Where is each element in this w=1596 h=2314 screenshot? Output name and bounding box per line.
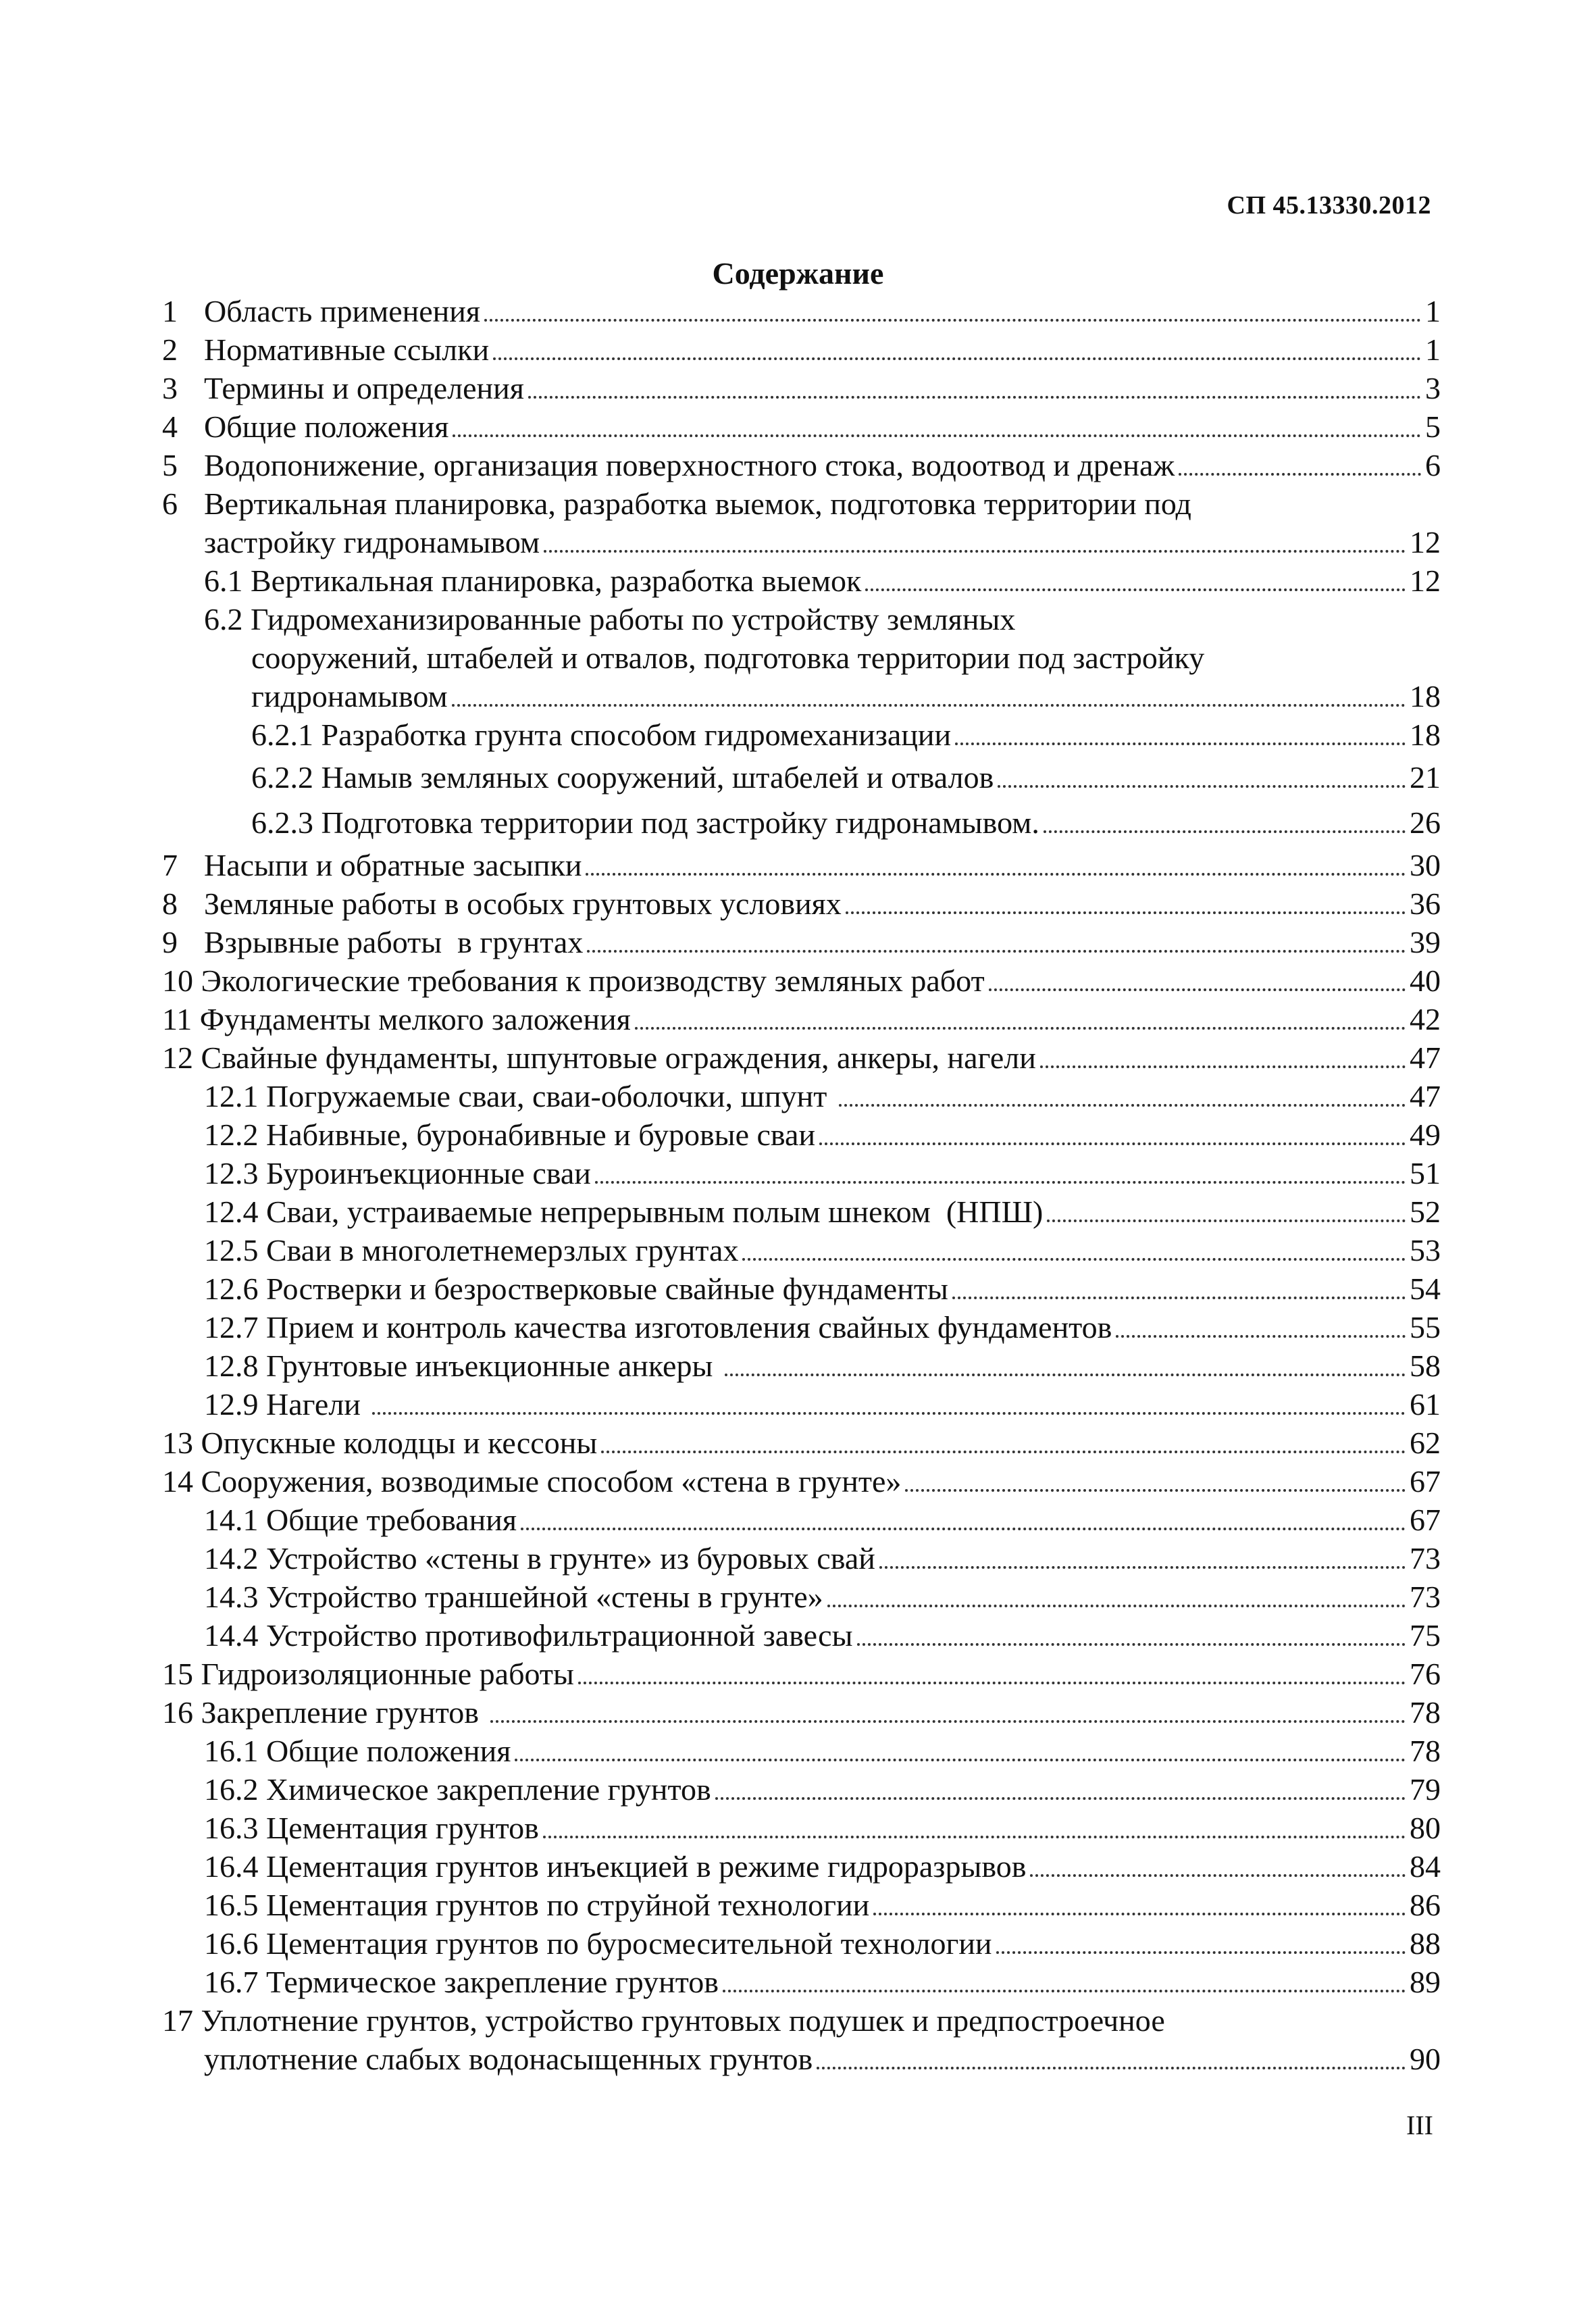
dot-leader: [543, 1816, 1406, 1838]
entry-title: застройку гидронамывом: [204, 525, 540, 559]
toc-entry[interactable]: [162, 677, 1441, 715]
entry-title: Уплотнение грунтов, устройство грунтовых подушек и предпостроечное: [201, 2003, 1165, 2038]
entry-page: 90: [1410, 2042, 1441, 2076]
toc-entry[interactable]: [162, 923, 1441, 961]
entry-number: 12.2: [204, 1117, 259, 1152]
entry-title: Намыв земляных сооружений, штабелей и отвалов: [321, 760, 994, 795]
entry-title: Сооружения, возводимые способом «стена в грунте»: [201, 1464, 902, 1499]
entry-title: Набивные, буронабивные и буровые сваи: [266, 1117, 816, 1152]
toc-entry[interactable]: [162, 1269, 1441, 1308]
dot-leader: [595, 1161, 1406, 1184]
entry-page: 6: [1425, 448, 1441, 482]
toc-entry[interactable]: [162, 1886, 1441, 1924]
entry-page: 30: [1410, 848, 1441, 882]
toc-entry[interactable]: [162, 1231, 1441, 1269]
entry-page: 5: [1425, 409, 1441, 444]
dot-leader: [1179, 453, 1421, 476]
dot-leader: [544, 530, 1406, 553]
dot-leader: [827, 1585, 1406, 1607]
dot-leader: [1044, 811, 1406, 833]
entry-number: 6.1: [204, 563, 243, 598]
toc-entry-line[interactable]: [162, 484, 1441, 523]
entry-title: Устройство «стены в грунте» из буровых свай: [266, 1541, 875, 1576]
entry-number: 4: [162, 409, 178, 444]
dot-leader: [865, 569, 1406, 591]
toc-entry[interactable]: [162, 1770, 1441, 1809]
dot-leader: [586, 853, 1406, 876]
toc-entry[interactable]: [162, 1501, 1441, 1539]
dot-leader: [846, 892, 1406, 914]
toc-entry[interactable]: [162, 1308, 1441, 1347]
entry-title: Устройство противофильтрационной завесы: [266, 1618, 853, 1653]
entry-page: 88: [1410, 1926, 1441, 1961]
toc-entry[interactable]: [162, 884, 1441, 923]
dot-leader: [725, 1354, 1406, 1376]
entry-page: 21: [1410, 760, 1441, 795]
dot-leader: [905, 1469, 1406, 1492]
toc-entry[interactable]: [162, 846, 1441, 884]
entry-page: 79: [1410, 1772, 1441, 1807]
entry-page: 53: [1410, 1233, 1441, 1267]
dot-leader: [819, 1123, 1406, 1145]
entry-title: Земляные работы в особых грунтовых условиях: [204, 886, 842, 921]
dot-leader: [723, 1970, 1406, 1992]
entry-title: Устройство траншейной «стены в грунте»: [266, 1580, 823, 1614]
page-number: III: [1406, 2110, 1433, 2140]
entry-page: 40: [1410, 963, 1441, 998]
dot-leader: [857, 1624, 1406, 1646]
entry-page: 67: [1410, 1464, 1441, 1499]
entry-page: 89: [1410, 1965, 1441, 1999]
toc-entry[interactable]: [162, 1192, 1441, 1231]
table-of-contents: [162, 292, 1441, 2078]
entry-number: 8: [162, 886, 178, 921]
dot-leader: [715, 1778, 1406, 1800]
entry-title: Общие положения: [204, 409, 449, 444]
toc-entry[interactable]: [162, 1924, 1441, 1963]
toc-entry[interactable]: [162, 1809, 1441, 1847]
entry-page: 86: [1410, 1888, 1441, 1922]
entry-number: 12.3: [204, 1156, 259, 1190]
toc-entry[interactable]: [162, 1385, 1441, 1424]
entry-title: уплотнение слабых водонасыщенных грунтов: [204, 2042, 813, 2076]
entry-page: 26: [1410, 805, 1441, 840]
toc-entry[interactable]: [162, 1732, 1441, 1770]
entry-number: 7: [162, 848, 178, 882]
toc-entry[interactable]: [162, 1655, 1441, 1693]
entry-page: 39: [1410, 925, 1441, 959]
toc-entry[interactable]: [162, 1154, 1441, 1192]
toc-entry-line: [162, 638, 1441, 677]
entry-title: Ростверки и безростверковые свайные фундаменты: [266, 1272, 948, 1306]
entry-title: Область применения: [204, 294, 481, 328]
toc-entry[interactable]: [162, 292, 1441, 330]
entry-number: 14.2: [204, 1541, 259, 1576]
entry-title: Цементация грунтов по струйной технологии: [266, 1888, 870, 1922]
entry-title: Цементация грунтов инъекцией в режиме гидроразрывов: [266, 1849, 1027, 1884]
toc-entry[interactable]: [162, 1424, 1441, 1462]
toc-entry-line[interactable]: [162, 2001, 1441, 2040]
entry-number: 6.2.2: [251, 760, 313, 795]
entry-page: 12: [1410, 525, 1441, 559]
entry-title: гидронамывом: [251, 679, 448, 713]
entry-page: 12: [1410, 563, 1441, 598]
entry-number: 12.9: [204, 1387, 259, 1422]
entry-number: 12.8: [204, 1349, 259, 1383]
entry-page: 55: [1410, 1310, 1441, 1344]
entry-number: 10: [162, 963, 193, 998]
dot-leader: [635, 1007, 1406, 1030]
dot-leader: [996, 1932, 1406, 1954]
dot-leader: [1047, 1200, 1406, 1222]
dot-leader: [578, 1662, 1406, 1684]
dot-leader: [742, 1238, 1406, 1261]
entry-number: 12.7: [204, 1310, 259, 1344]
entry-page: 73: [1410, 1580, 1441, 1614]
entry-title: Цементация грунтов по буросмесительной технологии: [266, 1926, 992, 1961]
entry-page: 61: [1410, 1387, 1441, 1422]
dot-leader: [452, 684, 1406, 707]
entry-number: 6.2: [204, 602, 243, 636]
entry-number: 13: [162, 1426, 193, 1460]
entry-title: Общие требования: [266, 1503, 517, 1537]
entry-title: Грунтовые инъекционные анкеры: [266, 1349, 721, 1383]
dot-leader: [490, 1701, 1406, 1723]
dot-leader: [528, 376, 1421, 399]
entry-title: Буроинъекционные сваи: [266, 1156, 591, 1190]
entry-title: Свайные фундаменты, шпунтовые ограждения, анкеры, нагели: [201, 1040, 1036, 1075]
entry-number: 16: [162, 1695, 193, 1730]
toc-entry[interactable]: [162, 1616, 1441, 1655]
toc-entry[interactable]: [162, 1963, 1441, 2001]
entry-title: Нагели: [266, 1387, 369, 1422]
dot-leader: [839, 1084, 1406, 1107]
entry-number: 16.1: [204, 1734, 259, 1768]
entry-title: Разработка грунта способом гидромеханизации: [321, 718, 952, 752]
dot-leader: [484, 299, 1421, 322]
entry-number: 6.2.1: [251, 718, 313, 752]
entry-page: 73: [1410, 1541, 1441, 1576]
dot-leader: [952, 1277, 1406, 1299]
entry-page: 84: [1410, 1849, 1441, 1884]
dot-leader: [587, 930, 1406, 953]
toc-entry[interactable]: [162, 1077, 1441, 1115]
entry-title: Гидроизоляционные работы: [201, 1657, 574, 1691]
toc-entry[interactable]: [162, 561, 1441, 600]
entry-title: Вертикальная планировка, разработка выемок: [251, 563, 862, 598]
entry-title: сооружений, штабелей и отвалов, подготовка территории под застройку: [251, 640, 1205, 675]
toc-entry[interactable]: [162, 1539, 1441, 1578]
entry-page: 80: [1410, 1811, 1441, 1845]
entry-title: Взрывные работы в грунтах: [204, 925, 584, 959]
entry-page: 3: [1425, 371, 1441, 405]
toc-entry[interactable]: [162, 1038, 1441, 1077]
toc-entry[interactable]: [162, 2040, 1441, 2078]
toc-entry[interactable]: [162, 758, 1441, 797]
entry-number: 12: [162, 1040, 193, 1075]
entry-number: 16.6: [204, 1926, 259, 1961]
entry-title: Водопонижение, организация поверхностного стока, водоотвод и дренаж: [204, 448, 1175, 482]
entry-title: Гидромеханизированные работы по устройству земляных: [251, 602, 1016, 636]
entry-number: 12.1: [204, 1079, 259, 1113]
entry-page: 67: [1410, 1503, 1441, 1537]
entry-title: Сваи в многолетнемерзлых грунтах: [266, 1233, 739, 1267]
entry-title: Насыпи и обратные засыпки: [204, 848, 582, 882]
toc-entry[interactable]: [162, 1347, 1441, 1385]
entry-title: Сваи, устраиваемые непрерывным полым шнеком (НПШ): [266, 1194, 1044, 1229]
toc-entry[interactable]: [162, 523, 1441, 561]
entry-title: Термическое закрепление грунтов: [266, 1965, 719, 1999]
toc-entry[interactable]: [162, 1115, 1441, 1154]
dot-leader: [989, 969, 1406, 991]
entry-page: 51: [1410, 1156, 1441, 1190]
entry-number: 14.4: [204, 1618, 259, 1653]
entry-number: 2: [162, 332, 178, 367]
toc-entry[interactable]: [162, 446, 1441, 484]
entry-title: Погружаемые сваи, сваи-оболочки, шпунт: [266, 1079, 835, 1113]
entry-title: Опускные колодцы и кессоны: [201, 1426, 598, 1460]
entry-page: 1: [1425, 294, 1441, 328]
entry-page: 76: [1410, 1657, 1441, 1691]
entry-page: 47: [1410, 1040, 1441, 1075]
entry-title: Общие положения: [266, 1734, 511, 1768]
entry-number: 17: [162, 2003, 193, 2038]
entry-title: Подготовка территории под застройку гидронамывом.: [321, 805, 1039, 840]
toc-entry[interactable]: [162, 407, 1441, 446]
entry-page: 47: [1410, 1079, 1441, 1113]
entry-page: 78: [1410, 1734, 1441, 1768]
entry-number: 15: [162, 1657, 193, 1691]
dot-leader: [521, 1508, 1406, 1530]
entry-number: 16.4: [204, 1849, 259, 1884]
entry-page: 54: [1410, 1272, 1441, 1306]
entry-title: Нормативные ссылки: [204, 332, 490, 367]
entry-title: Термины и определения: [204, 371, 524, 405]
entry-page: 52: [1410, 1194, 1441, 1229]
entry-number: 12.4: [204, 1194, 259, 1229]
dot-leader: [601, 1431, 1406, 1453]
toc-title: Содержание: [712, 256, 884, 291]
toc-entry[interactable]: [162, 330, 1441, 369]
entry-page: 42: [1410, 1002, 1441, 1036]
entry-page: 18: [1410, 679, 1441, 713]
dot-leader: [998, 765, 1406, 788]
dot-leader: [873, 1893, 1406, 1915]
entry-title: Вертикальная планировка, разработка выемок, подготовка территории под: [204, 486, 1191, 521]
entry-number: 16.2: [204, 1772, 259, 1807]
entry-number: 14.1: [204, 1503, 259, 1537]
entry-number: 1: [162, 294, 178, 328]
entry-number: 11: [162, 1002, 192, 1036]
dot-leader: [515, 1739, 1406, 1761]
dot-leader: [1116, 1315, 1406, 1338]
entry-title: Химическое закрепление грунтов: [266, 1772, 711, 1807]
entry-number: 9: [162, 925, 178, 959]
entry-number: 14: [162, 1464, 193, 1499]
entry-page: 18: [1410, 718, 1441, 752]
document-code: СП 45.13330.2012: [1227, 191, 1431, 220]
entry-number: 14.3: [204, 1580, 259, 1614]
entry-page: 62: [1410, 1426, 1441, 1460]
toc-entry[interactable]: [162, 1847, 1441, 1886]
entry-number: 6: [162, 486, 178, 521]
entry-page: 78: [1410, 1695, 1441, 1730]
toc-entry[interactable]: [162, 1693, 1441, 1732]
dot-leader: [493, 338, 1421, 360]
dot-leader: [372, 1392, 1406, 1415]
toc-entry[interactable]: [162, 1462, 1441, 1501]
entry-title: Закрепление грунтов: [201, 1695, 487, 1730]
toc-entry[interactable]: [162, 715, 1441, 754]
toc-entry-line[interactable]: [162, 600, 1441, 638]
entry-number: 16.7: [204, 1965, 259, 1999]
toc-entry[interactable]: [162, 961, 1441, 1000]
entry-page: 1: [1425, 332, 1441, 367]
entry-page: 36: [1410, 886, 1441, 921]
toc-entry[interactable]: [162, 1578, 1441, 1616]
entry-title: Экологические требования к производству земляных работ: [201, 963, 985, 998]
dot-leader: [1040, 1046, 1406, 1068]
dot-leader: [1030, 1855, 1406, 1877]
entry-title: Цементация грунтов: [266, 1811, 539, 1845]
entry-number: 3: [162, 371, 178, 405]
toc-entry[interactable]: [162, 369, 1441, 407]
toc-entry[interactable]: [162, 1000, 1441, 1038]
entry-number: 5: [162, 448, 178, 482]
entry-title: Фундаменты мелкого заложения: [199, 1002, 631, 1036]
entry-title: Прием и контроль качества изготовления свайных фундаментов: [266, 1310, 1112, 1344]
dot-leader: [453, 415, 1421, 437]
entry-number: 16.3: [204, 1811, 259, 1845]
toc-entry[interactable]: [162, 803, 1441, 842]
entry-number: 6.2.3: [251, 805, 313, 840]
entry-number: 12.6: [204, 1272, 259, 1306]
entry-number: 12.5: [204, 1233, 259, 1267]
entry-page: 58: [1410, 1349, 1441, 1383]
dot-leader: [817, 2047, 1406, 2069]
dot-leader: [955, 723, 1406, 745]
entry-page: 75: [1410, 1618, 1441, 1653]
entry-number: 16.5: [204, 1888, 259, 1922]
entry-page: 49: [1410, 1117, 1441, 1152]
dot-leader: [879, 1546, 1406, 1569]
